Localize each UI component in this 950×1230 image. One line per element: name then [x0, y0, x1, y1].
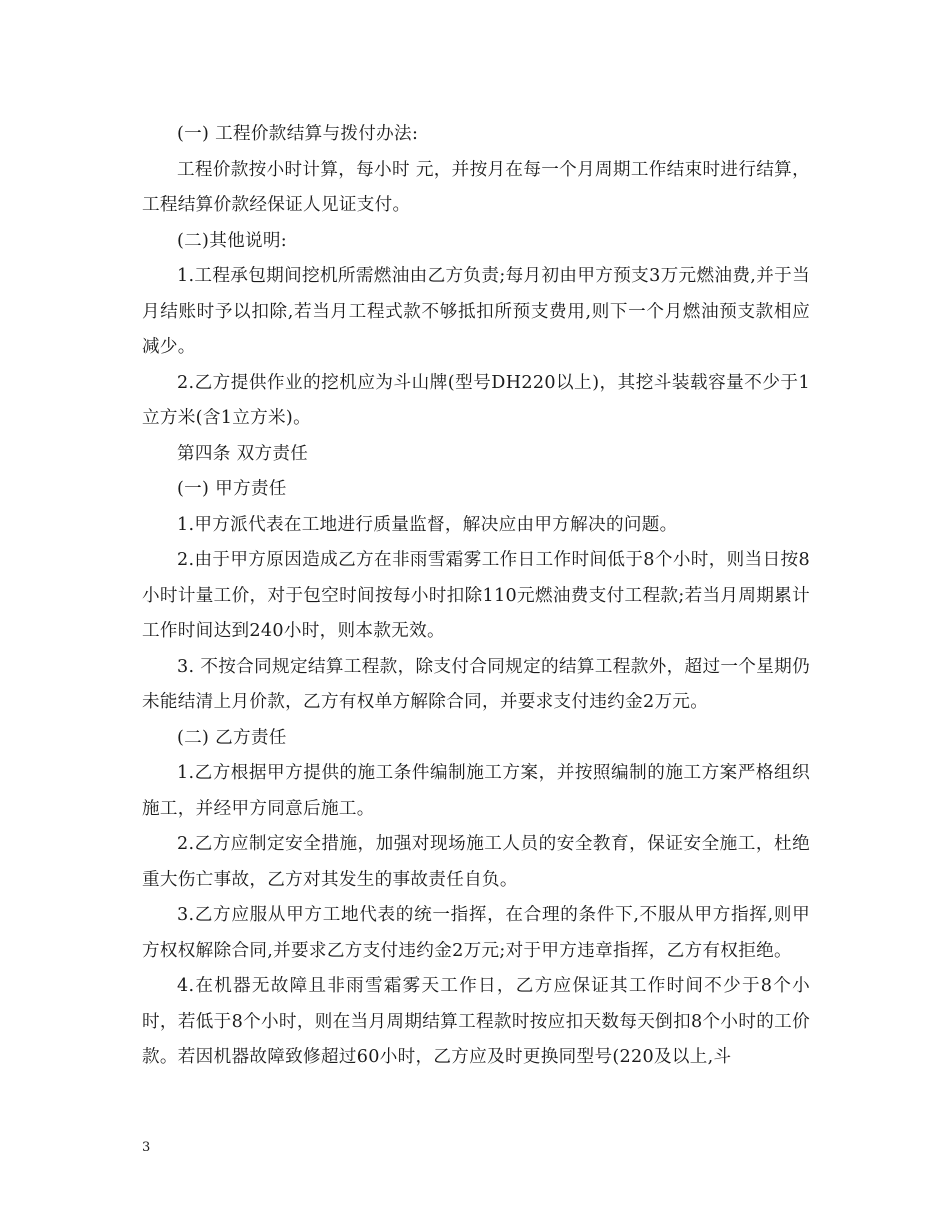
paragraph-payment-terms: 工程价款按小时计算，每小时 元，并按月在每一个月周期工作结束时进行结算，工程结算价款经保证人见证支付。 — [142, 159, 810, 215]
section-heading-other: (二)其他说明: — [177, 230, 288, 251]
paragraph-excavator-spec: 2.乙方提供作业的挖机应为斗山牌(型号DH220以上)，其挖斗装载容量不少于1立方米(含1立方米)。 — [142, 372, 810, 428]
paragraph-party-b-item-1: 1.乙方根据甲方提供的施工条件编制施工方案，并按照编制的施工方案严格组织施工，并经甲方同意后施工。 — [142, 763, 810, 819]
paragraph-party-b-item-2: 2.乙方应制定安全措施，加强对现场施工人员的安全教育，保证安全施工，杜绝重大伤亡事故，乙方对其发生的事故责任自负。 — [142, 834, 810, 890]
paragraph-party-b-item-3: 3.乙方应服从甲方工地代表的统一指挥，在合理的条件下,不服从甲方指挥,则甲方权权解除合同,并要求乙方支付违约金2万元;对于甲方违章指挥，乙方有权拒绝。 — [142, 905, 810, 961]
paragraph-party-a-item-1: 1.甲方派代表在工地进行质量监督，解决应由甲方解决的问题。 — [177, 514, 678, 535]
paragraph-party-b-item-4: 4.在机器无故障且非雨雪霜雾天工作日，乙方应保证其工作时间不少于8个小时，若低于8个小时，则在当月周期结算工程款时按应扣天数每天倒扣8个小时的工价款。若因机器故障致修超过60小时，乙方应及时更换同型号(220及以上,斗 — [142, 976, 810, 1067]
paragraph-fuel-terms: 1.工程承包期间挖机所需燃油由乙方负责;每月初由甲方预支3万元燃油费,并于当月结账时予以扣除,若当月工程式款不够抵扣所预支费用,则下一个月燃油预支款相应减少。 — [142, 266, 810, 357]
section-heading-party-b: (二) 乙方责任 — [177, 727, 287, 748]
paragraph-party-a-item-2: 2.由于甲方原因造成乙方在非雨雪霜雾工作日工作时间低于8个小时，则当日按8小时计量工价，对于包空时间按每小时扣除110元燃油费支付工程款;若当月周期累计工作时间达到240小时，则本款无效。 — [142, 550, 810, 641]
section-heading-party-a: (一) 甲方责任 — [177, 479, 287, 499]
paragraph-party-a-item-3: 3. 不按合同规定结算工程款，除支付合同规定的结算工程款外，超过一个星期仍未能结清上月价款，乙方有权单方解除合同，并要求支付违约金2万元。 — [142, 656, 810, 712]
contract-text-body — [142, 117, 810, 1076]
section-heading-payment: (一) 工程价款结算与拨付办法: — [177, 124, 419, 144]
page-number: 3 — [142, 1140, 151, 1155]
article-heading-responsibilities: 第四条 双方责任 — [177, 443, 309, 464]
